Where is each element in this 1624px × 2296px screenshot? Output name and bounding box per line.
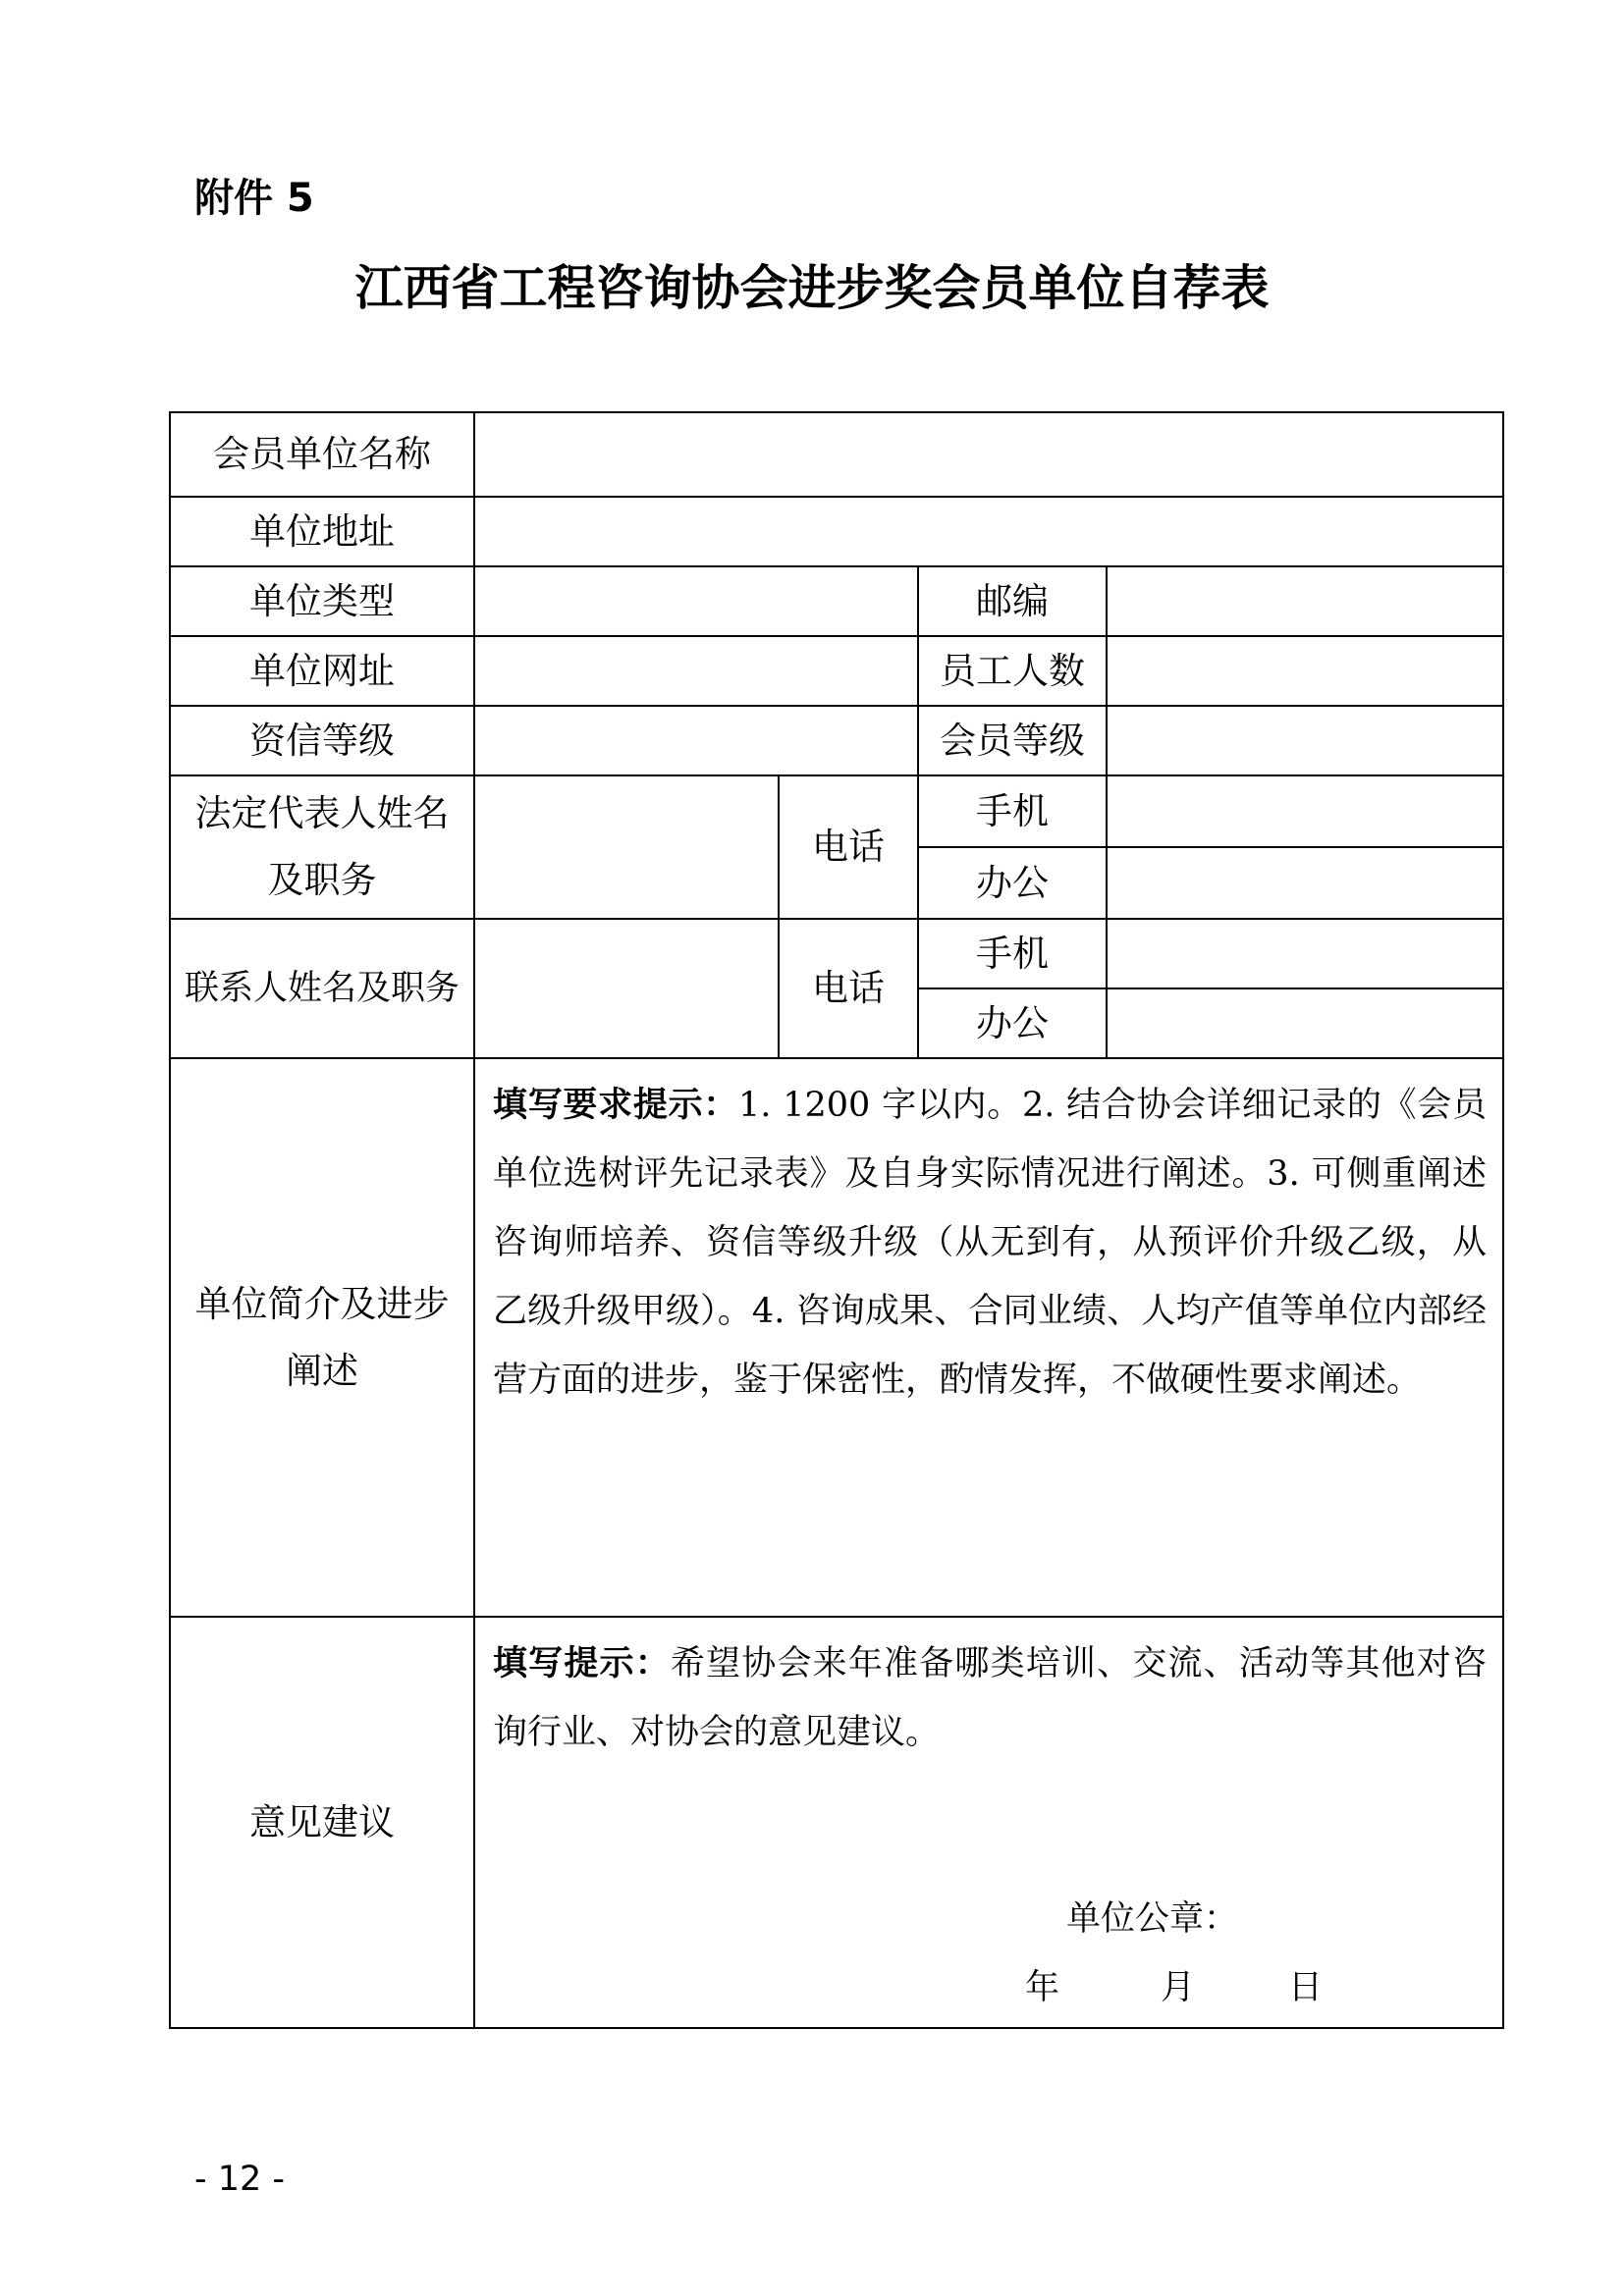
year-label: 年: [1025, 1968, 1060, 2007]
opinion-hint: [493, 1629, 1487, 1885]
postcode-field[interactable]: [1107, 566, 1503, 636]
unit-type-field[interactable]: [474, 566, 918, 636]
legal-rep-label-line2: 及职务: [267, 859, 377, 901]
website-field[interactable]: [474, 636, 918, 706]
opinion-hint-text: 希望协会来年准备哪类培训、交流、活动等其他对咨询行业、对协会的意见建议。: [493, 1644, 1487, 1752]
contact-office-label: 办公: [918, 988, 1107, 1058]
page-title: 江西省工程咨询协会进步奖会员单位自荐表: [354, 260, 1270, 316]
legal-rep-label-line1: 法定代表人姓名: [194, 792, 450, 834]
legal-rep-mobile-label: 手机: [918, 775, 1107, 847]
member-level-label: 会员等级: [918, 706, 1107, 775]
contact-field[interactable]: [474, 919, 779, 1058]
contact-label: 联系人姓名及职务: [170, 919, 474, 1058]
legal-rep-field[interactable]: [474, 775, 779, 919]
contact-office-field[interactable]: [1107, 988, 1503, 1058]
intro-label: [170, 1058, 474, 1617]
legal-rep-label: [170, 775, 474, 919]
legal-rep-phone-label: 电话: [779, 775, 918, 919]
credit-level-field[interactable]: [474, 706, 918, 775]
intro-field[interactable]: [474, 1058, 1503, 1617]
contact-mobile-field[interactable]: [1107, 919, 1503, 988]
contact-phone-label: 电话: [779, 919, 918, 1058]
page-number: - 12 -: [194, 2160, 286, 2199]
intro-hint-text: 1. 1200 字以内。2. 结合协会详细记录的《会员单位选树评先记录表》及自身实际情况进行阐述。3. 可侧重阐述咨询师培养、资信等级升级（从无到有，从预评价升级乙级，从乙级升级甲级）。4. 咨询成果、合同业绩、人均产值等单位内部经营方面的进步，鉴于保密性，酌情发挥，不做硬性要求阐述。: [493, 1086, 1487, 1400]
day-label: 日: [1288, 1968, 1324, 2007]
credit-level-label: 资信等级: [170, 706, 474, 775]
registration-form-table: [169, 411, 1504, 2029]
staff-count-field[interactable]: [1107, 636, 1503, 706]
address-field[interactable]: [474, 497, 1503, 566]
postcode-label: 邮编: [918, 566, 1107, 636]
opinion-hint-label: 填写提示：: [493, 1644, 671, 1683]
month-label: 月: [1161, 1968, 1196, 2007]
unit-type-label: 单位类型: [170, 566, 474, 636]
opinion-label: 意见建议: [170, 1617, 474, 2028]
address-label: 单位地址: [170, 497, 474, 566]
intro-hint-label: 填写要求提示：: [493, 1086, 738, 1125]
website-label: 单位网址: [170, 636, 474, 706]
opinion-field[interactable]: [474, 1617, 1503, 2028]
intro-label-line1: 单位简介及进步: [194, 1282, 450, 1325]
member-name-label: 会员单位名称: [170, 412, 474, 497]
legal-rep-office-field[interactable]: [1107, 847, 1503, 919]
legal-rep-office-label: 办公: [918, 847, 1107, 919]
member-name-field[interactable]: [474, 412, 1503, 497]
contact-mobile-label: 手机: [918, 919, 1107, 988]
member-level-field[interactable]: [1107, 706, 1503, 775]
signature-block: [493, 1885, 1487, 2022]
legal-rep-mobile-field[interactable]: [1107, 775, 1503, 847]
attachment-label: 附件 5: [194, 176, 314, 221]
unit-seal-label: 单位公章：: [1066, 1899, 1239, 1939]
intro-label-line2: 阐述: [286, 1349, 358, 1392]
staff-count-label: 员工人数: [918, 636, 1107, 706]
